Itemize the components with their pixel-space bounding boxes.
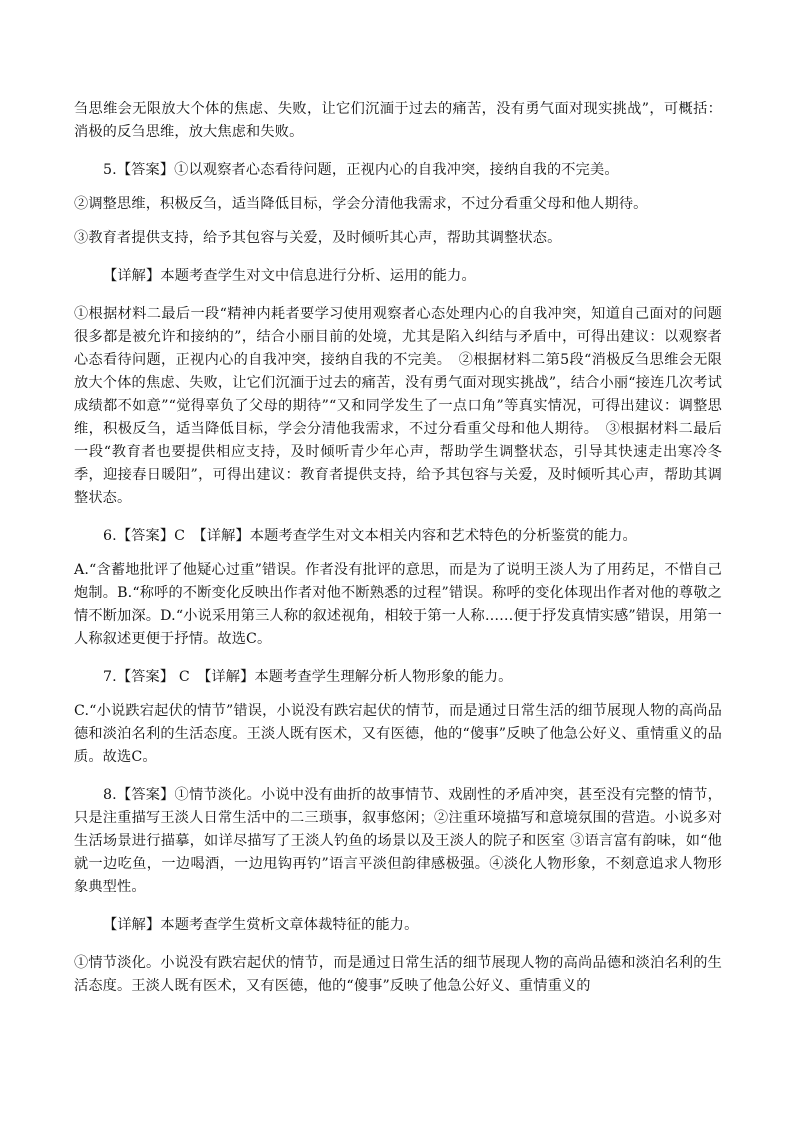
answer-5-point-3: ③教育者提供支持，给予其包容与关爱，及时倾听其心声，帮助其调整状态。 <box>74 230 562 246</box>
explanation-5-body: ①根据材料二最后一段“精神内耗者要学习使用观察者心态处理内心的自我冲突，知道自己面对的问题很多都是被允许和接纳的”，结合小丽目前的处境，尤其是陷入纠结与矛盾中，可得出建议：以观察者心态看待问题，正视内心的自我冲突，接纳自我的不完美。 ②根据材料二第5段“消极反刍思维会无限放大个体的焦虑、失败，让它们沉湎于过去的痛苦，没有勇气面对现实挑战”，结合小丽“接连几次考试成绩都不如意”“觉得辜负了父母的期待”“又和同学发生了一点口角”等真实情况，可得出建议：调整思维，积极反刍，适当降低目标，学会分清他我需求，不过分看重父母和他人期待。 ③根据材料二最后一段“教育者也要提供相应支持，及时倾听青少年心声，帮助学生调整状态，引导其快速走出寒冷冬季，迎接春日暖阳”，可得出建议：教育者提供支持，给予其包容与关爱，及时倾听其心声，帮助其调整状态。 <box>74 306 722 506</box>
answer-5-point-2: ②调整思维，积极反刍，适当降低目标，学会分清他我需求，不过分看重父母和他人期待。 <box>74 196 648 212</box>
answer-8: 8.【答案】①情节淡化。小说中没有曲折的故事情节、戏剧性的矛盾冲突，甚至没有完整的情节，只是注重描写王淡人日常生活中的二三琐事，叙事悠闲；②注重环境描写和意境氛围的营造。小说多对生活场景进行描摹，如详尽描写了王淡人钓鱼的场景以及王淡人的院子和医室 ③语言富有韵味，如“他就一边吃鱼，一边喝酒，一边甩钩再钓”语言平淡但韵律感极强。④淡化人物形象，不刻意追求人物形象典型性。 <box>74 787 722 895</box>
answer-5: 5.【答案】①以观察者心态看待问题，正视内心的自我冲突，接纳自我的不完美。 <box>103 162 619 178</box>
explanation-7-body: C.“小说跌宕起伏的情节”错误，小说没有跌宕起伏的情节，而是通过日常生活的细节展现人物的高尚品德和淡泊名利的生活态度。王淡人既有医术，又有医德，他的“傻事”反映了他急公好义、重情重义的品质。故选C。 <box>74 703 722 765</box>
explanation-8-body: ①情节淡化。小说没有跌宕起伏的情节，而是通过日常生活的细节展现人物的高尚品德和淡泊名利的生活态度。王淡人既有医术，又有医德，他的“傻事”反映了他急公好义、重情重义的 <box>74 955 722 994</box>
answer-7: 7.【答案】 C 【详解】本题考查学生理解分析人物形象的能力。 <box>103 669 513 685</box>
answer-6: 6.【答案】C 【详解】本题考查学生对文本相关内容和艺术特色的分析鉴赏的能力。 <box>103 528 637 544</box>
explanation-8-heading: 【详解】本题考查学生赏析文章体裁特征的能力。 <box>103 917 419 933</box>
explanation-6-body: A.“含蓄地批评了他疑心过重”错误。作者没有批评的意思，而是为了说明王淡人为了用药足，不惜自己炮制。B.“称呼的不断变化反映出作者对他不断熟悉的过程”错误。称呼的变化体现出作者对他的尊敬之情不断加深。D.“小说采用第三人称的叙述视角，相较于第一人称……便于抒发真情实感”错误，用第一人称叙述更便于抒情。故选C。 <box>74 562 722 647</box>
paragraph-continuation: 刍思维会无限放大个体的焦虑、失败，让它们沉湎于过去的痛苦，没有勇气面对现实挑战”，可概括：消极的反刍思维，放大焦虑和失败。 <box>74 101 722 140</box>
document-page <box>74 98 722 1009</box>
explanation-5-heading: 【详解】本题考查学生对文中信息进行分析、运用的能力。 <box>103 268 476 284</box>
